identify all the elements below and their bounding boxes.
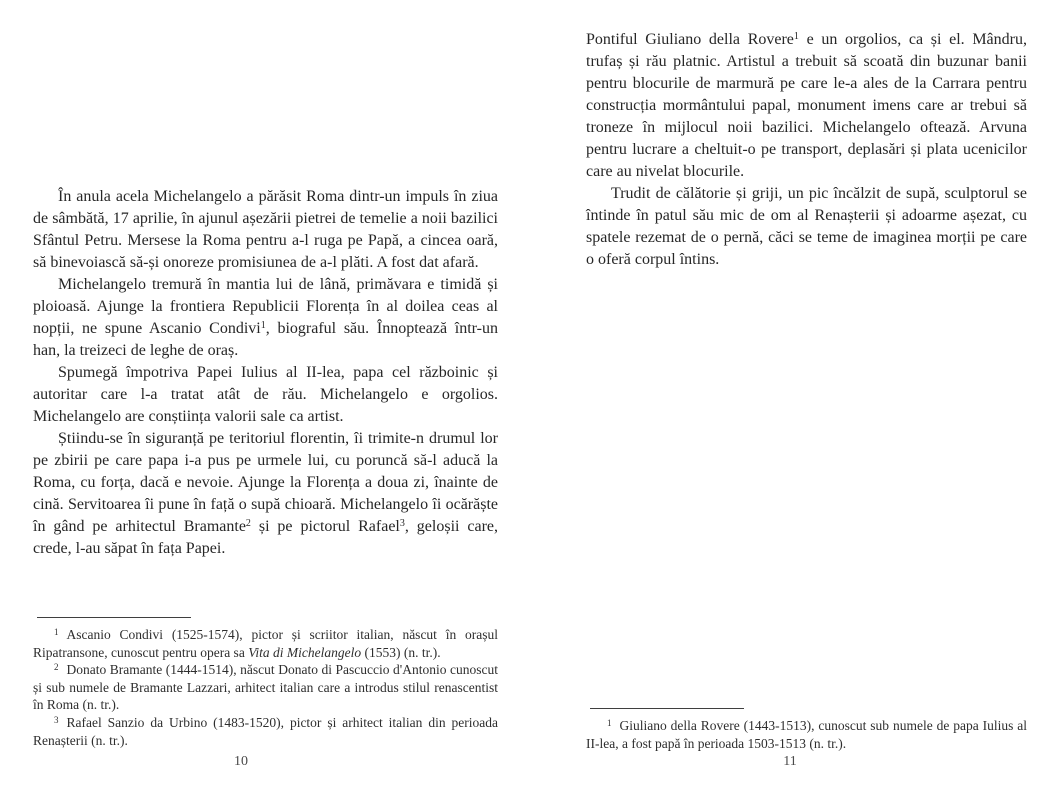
paragraph: Trudit de călătorie și griji, un pic încălzit de supă, sculptorul se întinde în patul său mic de om al Renașterii și adoarme așezat, cu spatele rezemat de o pernă, căci se teme de imaginea morții pe care o oferă corpul întins. <box>586 185 1027 268</box>
page-left-footnotes <box>33 617 498 749</box>
footnote-marker: 3 <box>54 714 59 725</box>
page-right-footnotes <box>586 708 1027 752</box>
page-number-right: 11 <box>783 754 797 769</box>
footnote-reference: 1 <box>260 320 266 331</box>
footnote-marker: 2 <box>54 662 59 673</box>
footnote-separator <box>590 708 744 709</box>
paragraph: În anula acela Michelangelo a părăsit Roma dintr-un impuls în ziua de sâmbătă, 17 aprilie, în ajunul așezării pietrei de temelie a noii bazilici Sfântul Petru. Mersese la Roma pentru a-l ruga pe Papă, a cincea oară, să binevoiască să-și onoreze promisiunea de a-l plăti. A fost dat afară. <box>33 188 498 271</box>
paragraph: Pontiful Giuliano della Rovere$^1$ e un orgolios, ca și el. Mândru, trufaș și rău platnic. Artistul a trebuit să scoată din buzunar banii pentru blocurile de marmură pe care le-a ales de la Carrara pentru construcția mormântului papal, monument imens care ar trebui să troneze în mijlocul noii bazilici. Michelangelo oftează. Arvuna pentru lucrare a cheltuit-o pe transport, deplasări și plata ucenicilor care au nivelat blocurile. <box>586 31 1027 180</box>
footnote: $^1$ Ascanio Condivi (1525-1574), pictor și scriitor italian, născut în orașul Ripatransone, cunoscut pentru opera sa Vita di Michelangelo (1553) (n. tr.). <box>33 627 498 660</box>
page-left-body-text <box>33 186 498 560</box>
footnote-marker: 1 <box>607 718 612 728</box>
paragraph: Știindu-se în siguranță pe teritoriul florentin, îi trimite-n drumul lor pe zbirii pe care papa i-a pus pe urmele lui, cu poruncă să-l aducă la Roma, cu forța, dacă e nevoie. Ajunge la Florența a doua zi, înainte de cină. Servitoarea îi pune în față o supă chioară. Michelangelo îi ocărăște în gând pe arhitectul Bramante$^2$ și pe pictorul Rafael$^3$, geloșii care, crede, l-au săpat în fața Papei. <box>33 430 498 557</box>
footnote-reference: 1 <box>793 31 799 42</box>
italic-title: Vita di Michelangelo <box>248 644 362 660</box>
paragraph: Spumegă împotriva Papei Iulius al II-lea, papa cel războinic și autoritar care l-a tratat atât de rău. Michelangelo e orgolios. Michelangelo are conștiința valorii sale ca artist. <box>33 364 498 425</box>
footnote: $^3$ Rafael Sanzio da Urbino (1483-1520), pictor și arhitect italian din perioada Renașterii (n. tr.). <box>33 714 498 748</box>
footnote-separator <box>37 617 191 618</box>
footnote: $^1$ Giuliano della Rovere (1443-1513), cunoscut sub numele de papa Iulius al II-lea, a fost papă în perioada 1503-1513 (n. tr.). <box>586 718 1027 751</box>
footnote: $^2$ Donato Bramante (1444-1514), născut Donato di Pascuccio d'Antonio cunoscut și sub numele de Bramante Lazzari, arhitect italian care a introdus stilul renascentist în Roma (n. tr.). <box>33 662 498 713</box>
page-number-left: 10 <box>234 754 248 769</box>
footnote-reference: 3 <box>399 518 405 529</box>
footnote-marker: 1 <box>54 627 59 637</box>
footnote-reference: 2 <box>245 518 251 529</box>
page-right-body-text <box>586 29 1027 271</box>
paragraph: Michelangelo tremură în mantia lui de lână, primăvara e timidă și ploioasă. Ajunge la frontiera Republicii Florența în al doilea ceas al nopții, ne spune Ascanio Condivi$^1$, biograful său. Înnoptează într-un han, la treizeci de leghe de oraș. <box>33 276 498 359</box>
